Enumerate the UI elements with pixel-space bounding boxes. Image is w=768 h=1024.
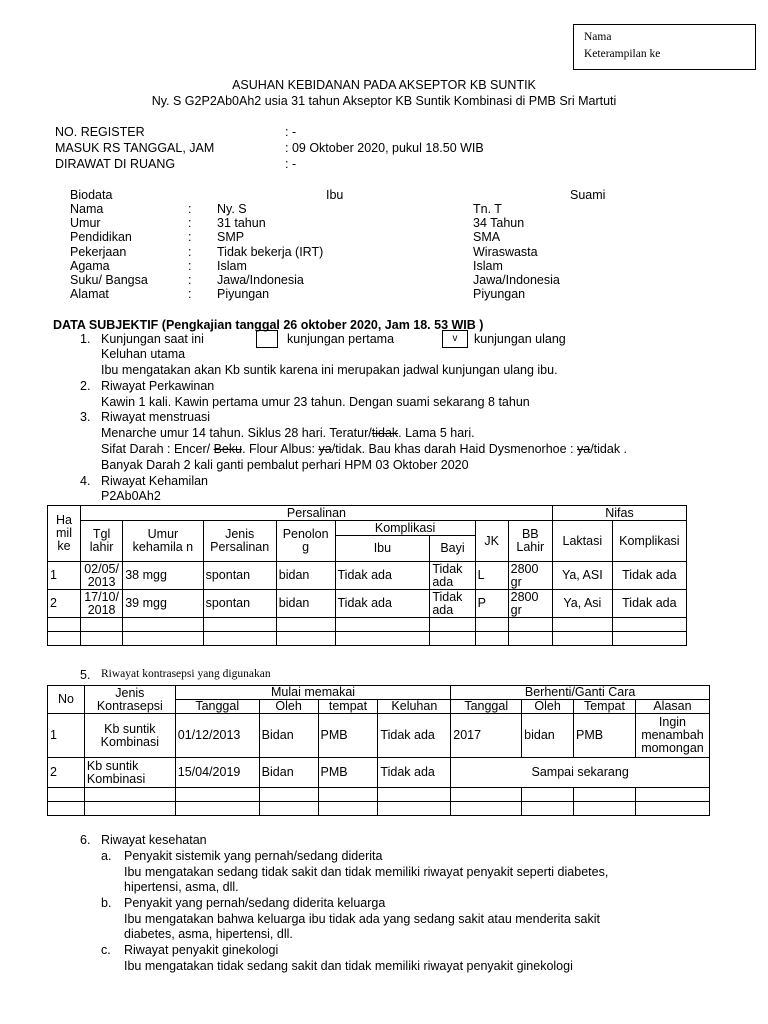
header-laktasi: Laktasi	[552, 521, 612, 562]
cell-bb: 2800 gr	[508, 590, 552, 618]
header-nifas: Nifas	[552, 506, 686, 521]
cell-keluhan: Tidak ada	[378, 714, 451, 758]
register-value: : -	[285, 125, 297, 139]
header-komplikasi: Komplikasi	[335, 521, 475, 536]
document-title: ASUHAN KEBIDANAN PADA AKSEPTOR KB SUNTIK	[232, 78, 536, 92]
header-umur: Umur kehamila n	[123, 521, 203, 562]
cell-laktasi: Ya, ASI	[552, 562, 612, 590]
header-bayi: Bayi	[430, 536, 475, 562]
header-penolong: Penolon g	[276, 521, 335, 562]
cell-penolong: bidan	[276, 562, 335, 590]
menstruasi-line2: Sifat Darah : Encer/ Beku. Flour Albus: ya/tidak. Bau khas darah Haid Dysmenorhoe : ya/tidak .	[101, 442, 628, 456]
biodata-ibu-value: Jawa/Indonesia	[217, 273, 304, 287]
item6b-text1: Ibu mengatakan bahwa keluarga ibu tidak ada yang sedang sakit atau menderita sakit	[124, 912, 601, 926]
cell-komplikasi-ibu: Tidak ada	[335, 590, 430, 618]
cell-komplikasi-ibu: Tidak ada	[335, 562, 430, 590]
item5-label: Riwayat kontrasepsi yang digunakan	[101, 668, 271, 680]
item6-label: Riwayat kesehatan	[101, 833, 207, 847]
cell-jk: P	[475, 590, 508, 618]
cell-tempat: PMB	[318, 758, 378, 788]
biodata-heading: Biodata	[70, 188, 113, 202]
perkawinan-text: Kawin 1 kali. Kawin pertama umur 23 tahun. Dengan suami sekarang 8 tahun	[101, 395, 530, 409]
kehamilan-table	[47, 505, 687, 646]
dirawat-label: DIRAWAT DI RUANG	[55, 157, 176, 171]
checkbox-kunjungan-pertama[interactable]	[256, 330, 278, 348]
header-jenis: Jenis Persalinan	[203, 521, 276, 562]
cell-sampai-sekarang: Sampai sekarang	[451, 758, 710, 788]
kontrasepsi-table	[47, 685, 710, 816]
header-tanggal: Tanggal	[175, 700, 259, 714]
cell-bb: 2800 gr	[508, 562, 552, 590]
header-komplikasi-nifas: Komplikasi	[612, 521, 686, 562]
item6a-text1: Ibu mengatakan sedang tidak sakit dan tidak memiliki riwayat penyakit seperti diabetes,	[124, 865, 609, 879]
item1-label: Kunjungan saat ini	[101, 332, 204, 346]
document-subtitle: Ny. S G2P2Ab0Ah2 usia 31 tahun Akseptor KB Suntik Kombinasi di PMB Sri Martuti	[151, 94, 617, 108]
biodata-suami-value: Islam	[473, 258, 503, 273]
item6-num: 6.	[80, 833, 91, 847]
cell-oleh: Bidan	[259, 758, 318, 788]
header-ibu: Ibu	[335, 536, 430, 562]
cell-no: 2	[48, 590, 81, 618]
cell-no: 1	[48, 714, 85, 758]
cell-tempat2: PMB	[574, 714, 636, 758]
cell-oleh: Bidan	[259, 714, 318, 758]
item3-num: 3.	[80, 410, 91, 424]
cell-komplikasi-bayi: Tidak ada	[430, 562, 475, 590]
biodata-label: Suku/ Bangsa	[70, 273, 148, 287]
biodata-ibu-value: Ny. S	[217, 202, 247, 216]
header-hamil: Ha mil ke	[48, 506, 81, 562]
ibu-heading: Ibu	[326, 188, 344, 202]
cell-jenis: spontan	[203, 590, 276, 618]
biodata-suami-value: Jawa/Indonesia	[473, 273, 560, 287]
header-keluhan: Keluhan	[378, 700, 451, 714]
kunjungan-pertama-label: kunjungan pertama	[287, 332, 395, 346]
table-row-empty	[48, 632, 687, 646]
biodata-suami-value: Wiraswasta	[473, 244, 538, 259]
biodata-suami-value: SMA	[473, 230, 501, 245]
biodata-suami-value: Piyungan	[473, 287, 526, 302]
biodata-ibu-value: Islam	[217, 258, 247, 273]
item1-num: 1.	[80, 332, 91, 346]
header-oleh: Oleh	[259, 700, 318, 714]
item2-num: 2.	[80, 379, 91, 393]
table-row-empty	[48, 618, 687, 632]
table-row	[48, 590, 687, 618]
biodata-ibu-value: 31 tahun	[217, 216, 266, 231]
table-row	[48, 562, 687, 590]
colon-separator: :	[188, 258, 192, 273]
header-jk: JK	[475, 521, 508, 562]
header-tgl: Tgl lahir	[80, 521, 122, 562]
cell-komplikasi-bayi: Tidak ada	[430, 590, 475, 618]
header-no: No	[48, 686, 85, 714]
item6a-letter: a.	[101, 849, 112, 863]
item6c-text1: Ibu mengatakan tidak sedang sakit dan tidak memiliki riwayat penyakit ginekologi	[124, 959, 573, 973]
cell-oleh2: bidan	[522, 714, 574, 758]
item5-num: 5.	[80, 668, 91, 682]
cell-tempat: PMB	[318, 714, 378, 758]
cell-tanggal2: 2017	[451, 714, 522, 758]
table-row-empty	[48, 802, 710, 816]
nama-label: Nama	[584, 31, 612, 43]
colon-separator: :	[188, 244, 192, 259]
cell-jk: L	[475, 562, 508, 590]
colon-separator: :	[188, 202, 192, 216]
header-berhenti: Berhenti/Ganti Cara	[451, 686, 710, 700]
item4-label: Riwayat Kehamilan	[101, 474, 208, 488]
cell-alasan: Ingin menambah momongan	[635, 714, 709, 758]
item6a-text2: hipertensi, asma, dll.	[124, 880, 239, 894]
subjektif-heading: DATA SUBJEKTIF (Pengkajian tanggal 26 oktober 2020, Jam 18. 53 WIB )	[53, 318, 484, 332]
colon-separator: :	[188, 287, 192, 302]
biodata-label: Alamat	[70, 287, 109, 302]
header-persalinan: Persalinan	[80, 506, 552, 521]
cell-keluhan: Tidak ada	[378, 758, 451, 788]
header-mulai: Mulai memakai	[175, 686, 451, 700]
item3-label: Riwayat menstruasi	[101, 410, 211, 424]
cell-no: 1	[48, 562, 81, 590]
cell-komplikasi-nifas: Tidak ada	[612, 590, 686, 618]
cell-umur: 38 mgg	[123, 562, 203, 590]
biodata-label: Pekerjaan	[70, 244, 127, 259]
header-tanggal2: Tanggal	[451, 700, 522, 714]
menstruasi-line3: Banyak Darah 2 kali ganti pembalut perhari HPM 03 Oktober 2020	[101, 458, 469, 472]
item6c-title: Riwayat penyakit ginekologi	[124, 943, 279, 957]
cell-jenis: Kb suntik Kombinasi	[84, 714, 175, 758]
biodata-ibu-value: Piyungan	[217, 287, 270, 302]
header-bb: BB Lahir	[508, 521, 552, 562]
item6a-title: Penyakit sistemik yang pernah/sedang diderita	[124, 849, 383, 863]
header-alasan: Alasan	[635, 700, 709, 714]
keterampilan-label: Keterampilan ke	[584, 48, 661, 60]
header-tempat2: Tempat	[574, 700, 636, 714]
cell-tgl: 17/10/ 2018	[80, 590, 122, 618]
table-row	[48, 714, 710, 758]
header-oleh2: Oleh	[522, 700, 574, 714]
biodata-label: Agama	[70, 258, 110, 273]
table-row	[48, 758, 710, 788]
colon-separator: :	[188, 216, 192, 231]
item6b-letter: b.	[101, 896, 112, 910]
biodata-suami-value: 34 Tahun	[473, 216, 525, 231]
cell-penolong: bidan	[276, 590, 335, 618]
cell-komplikasi-nifas: Tidak ada	[612, 562, 686, 590]
cell-laktasi: Ya, Asi	[552, 590, 612, 618]
cell-umur: 39 mgg	[123, 590, 203, 618]
cell-no: 2	[48, 758, 85, 788]
name-box	[573, 24, 756, 70]
biodata-label: Umur	[70, 216, 101, 231]
biodata-label: Nama	[70, 202, 104, 216]
kunjungan-ulang-label: kunjungan ulang	[474, 332, 566, 346]
item6c-letter: c.	[101, 943, 111, 957]
cell-tgl: 02/05/ 2013	[80, 562, 122, 590]
item6b-text2: diabetes, asma, hipertensi, dll.	[124, 927, 293, 941]
header-tempat: tempat	[318, 700, 378, 714]
colon-separator: :	[188, 230, 192, 245]
masuk-value: : 09 Oktober 2020, pukul 18.50 WIB	[285, 141, 484, 155]
biodata-suami-value: Tn. T	[473, 202, 502, 216]
keluhan-label: Keluhan utama	[101, 347, 186, 361]
masuk-label: MASUK RS TANGGAL, JAM	[55, 141, 215, 155]
table-row-empty	[48, 788, 710, 802]
item6b-title: Penyakit yang pernah/sedang diderita keluarga	[124, 896, 386, 910]
menstruasi-line1: Menarche umur 14 tahun. Siklus 28 hari. Teratur/tidak. Lama 5 hari.	[101, 426, 475, 440]
item2-label: Riwayat Perkawinan	[101, 379, 215, 393]
colon-separator: :	[188, 273, 192, 287]
header-jenis-kontrasepsi: Jenis Kontrasepsi	[84, 686, 175, 714]
suami-heading: Suami	[570, 188, 606, 202]
cell-tanggal: 15/04/2019	[175, 758, 259, 788]
kehamilan-text: P2Ab0Ah2	[101, 489, 161, 503]
item4-num: 4.	[80, 474, 91, 488]
register-label: NO. REGISTER	[55, 125, 145, 139]
biodata-ibu-value: SMP	[217, 230, 245, 245]
cell-jenis: spontan	[203, 562, 276, 590]
cell-jenis: Kb suntik Kombinasi	[84, 758, 175, 788]
dirawat-value: : -	[285, 157, 297, 171]
biodata-ibu-value: Tidak bekerja (IRT)	[217, 244, 324, 259]
biodata-label: Pendidikan	[70, 230, 132, 245]
keluhan-text: Ibu mengatakan akan Kb suntik karena ini merupakan jadwal kunjungan ulang ibu.	[101, 363, 558, 377]
cell-tanggal: 01/12/2013	[175, 714, 259, 758]
checkbox-kunjungan-ulang[interactable]: v	[442, 330, 468, 348]
